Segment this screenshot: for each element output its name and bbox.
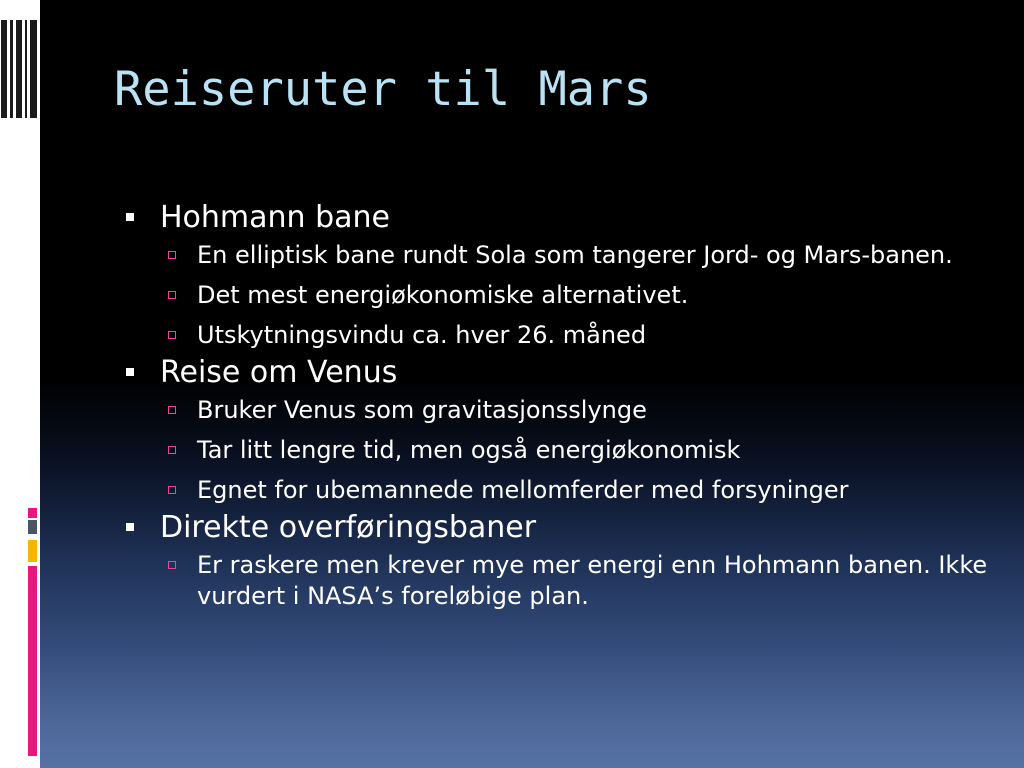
bullet-hohmann: [118, 196, 998, 240]
hollow-square-bullet-icon: [168, 486, 176, 494]
bullet-direct: [118, 506, 998, 550]
accent-bar-gold: [28, 540, 37, 562]
hollow-square-bullet-icon: [168, 406, 176, 414]
sub-bullet: [118, 550, 998, 612]
bullet-text: Hohmann bane: [160, 200, 390, 235]
bullet-list: [118, 196, 998, 612]
accent-bar-magenta: [28, 566, 37, 756]
sub-bullet-text: En elliptisk bane rundt Sola som tangerer Jord- og Mars-banen.: [197, 241, 953, 269]
sub-bullet-text: Bruker Venus som gravitasjonsslynge: [197, 396, 647, 424]
sub-bullet-text: Er raskere men krever mye mer energi enn Hohmann banen. Ikke vurdert i NASA’s foreløbige plan.: [197, 551, 988, 610]
sub-bullet: [118, 395, 998, 426]
bullet-text: Direkte overføringsbaner: [160, 510, 537, 545]
sub-bullet: [118, 320, 998, 351]
square-bullet-icon: [126, 213, 134, 221]
sub-bullet: [118, 280, 998, 311]
accent-bar-magenta-top: [28, 508, 37, 518]
sub-bullet-text: Utskytningsvindu ca. hver 26. måned: [197, 321, 647, 349]
left-decorative-strip: [0, 0, 40, 768]
sub-bullet-text: Egnet for ubemannede mellomferder med forsyninger: [197, 476, 849, 504]
logo-icon: [1, 20, 39, 118]
accent-bar-gray: [28, 520, 37, 534]
sub-bullet: [118, 240, 998, 271]
sub-bullet: [118, 475, 998, 506]
square-bullet-icon: [126, 523, 134, 531]
sub-bullet-text: Det mest energiøkonomiske alternativet.: [197, 281, 689, 309]
hollow-square-bullet-icon: [168, 331, 176, 339]
slide-title: Reiseruter til Mars: [114, 62, 652, 117]
square-bullet-icon: [126, 368, 134, 376]
hollow-square-bullet-icon: [168, 446, 176, 454]
bullet-text: Reise om Venus: [160, 355, 398, 390]
hollow-square-bullet-icon: [168, 251, 176, 259]
sub-bullet: [118, 435, 998, 466]
sub-bullet-text: Tar litt lengre tid, men også energiøkonomisk: [197, 436, 741, 464]
bullet-venus: [118, 351, 998, 395]
hollow-square-bullet-icon: [168, 291, 176, 299]
hollow-square-bullet-icon: [168, 561, 176, 569]
